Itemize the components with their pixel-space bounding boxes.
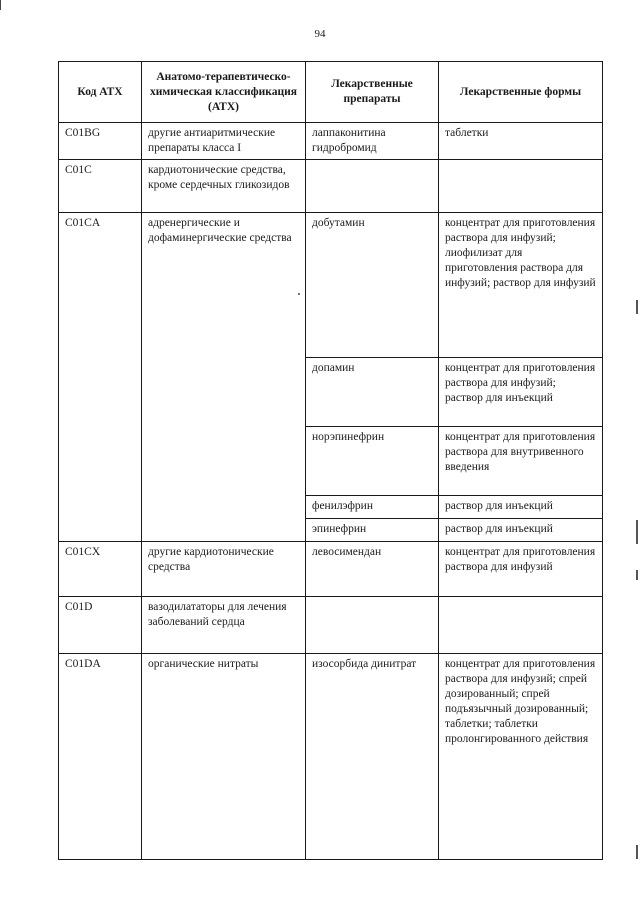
cell-code: C01CA xyxy=(59,213,142,542)
cell-drug: добутамин xyxy=(306,213,439,358)
cell-drug: допамин xyxy=(306,358,439,427)
cell-code: C01C xyxy=(59,160,142,213)
cell-drug xyxy=(306,160,439,213)
cell-form: концентрат для приготовления раствора для инфузий; лиофилизат для приготовления раствора для инфузий; раствор для инфузий xyxy=(439,213,603,358)
cell-code: C01D xyxy=(59,597,142,654)
cell-form: концентрат для приготовления раствора для инфузий; раствор для инъекций xyxy=(439,358,603,427)
cell-drug: эпинефрин xyxy=(306,519,439,542)
cell-classification: адренергические и дофаминергические средства xyxy=(142,213,306,542)
table-row xyxy=(59,654,603,860)
header-classification: Анатомо-терапевтическо-химическая классификация (АТХ) xyxy=(142,62,306,123)
cell-form: концентрат для приготовления раствора для инфузий; спрей дозированный; спрей подъязычный дозированный; таблетки; таблетки пролонгированного действия xyxy=(439,654,603,860)
scan-margin-mark xyxy=(636,520,638,544)
cell-drug: лаппаконитина гидробромид xyxy=(306,123,439,160)
scan-margin-mark xyxy=(636,300,638,314)
cell-form xyxy=(439,597,603,654)
table-row xyxy=(59,213,603,358)
cell-form xyxy=(439,160,603,213)
cell-drug xyxy=(306,597,439,654)
table-row xyxy=(59,123,603,160)
atx-table xyxy=(58,61,603,860)
cell-form: раствор для инъекций xyxy=(439,519,603,542)
cell-classification: другие кардиотонические средства xyxy=(142,542,306,597)
cell-form: концентрат для приготовления раствора для инфузий xyxy=(439,542,603,597)
scan-margin-mark xyxy=(636,570,638,580)
table-row xyxy=(59,160,603,213)
cell-drug: левосимендан xyxy=(306,542,439,597)
header-row xyxy=(59,62,603,123)
cell-code: C01CX xyxy=(59,542,142,597)
cell-drug: изосорбида динитрат xyxy=(306,654,439,860)
cell-form: концентрат для приготовления раствора для внутривенного введения xyxy=(439,427,603,496)
table-row xyxy=(59,597,603,654)
cell-classification: вазодилататоры для лечения заболеваний сердца xyxy=(142,597,306,654)
cell-drug: фенилэфрин xyxy=(306,496,439,519)
page-number: 94 xyxy=(314,28,326,40)
cell-form: таблетки xyxy=(439,123,603,160)
cell-classification: другие антиаритмические препараты класса I xyxy=(142,123,306,160)
header-forms: Лекарственные формы xyxy=(439,62,603,123)
header-drugs: Лекарственные препараты xyxy=(306,62,439,123)
header-code: Код АТХ xyxy=(59,62,142,123)
cell-code: C01DA xyxy=(59,654,142,860)
cell-classification: кардиотонические средства, кроме сердечных гликозидов xyxy=(142,160,306,213)
table-row xyxy=(59,542,603,597)
cell-drug: норэпинефрин xyxy=(306,427,439,496)
scan-edge-mark xyxy=(0,0,4,10)
cell-form: раствор для инъекций xyxy=(439,496,603,519)
cell-classification: органические нитраты xyxy=(142,654,306,860)
cell-code: C01BG xyxy=(59,123,142,160)
scan-margin-mark xyxy=(636,845,638,859)
